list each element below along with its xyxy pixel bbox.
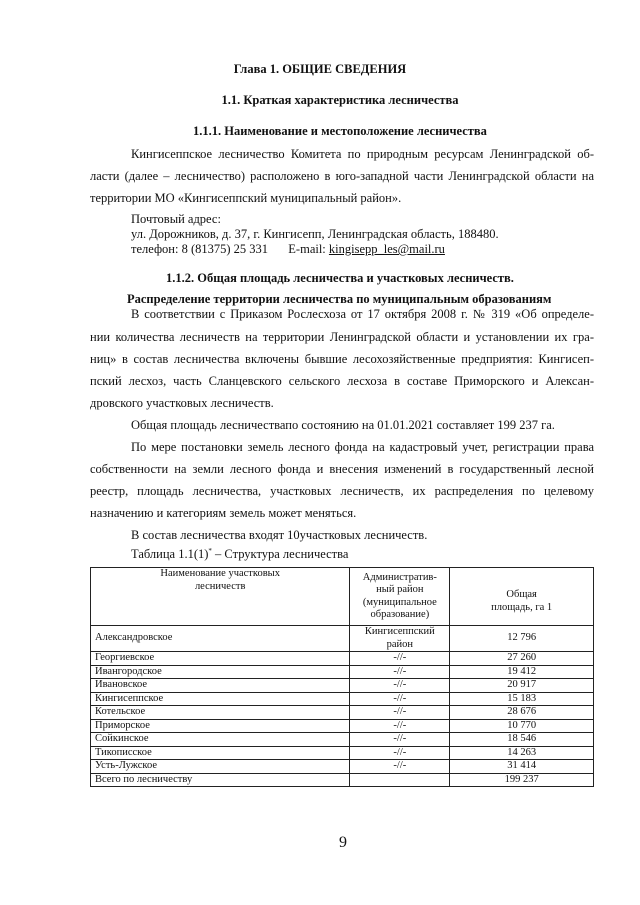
row-name: Приморское [91,719,350,733]
table-caption-rest: – Структура лесничества [211,547,349,562]
para1-line-2: нии количества лесничеств на территории Ленинградской области и установлении их гра- [90,330,594,344]
para3-line-1: По мере постановки земель лесного фонда на кадастровый учет, регистрации права [131,440,594,454]
para3-line-4: назначению и категориям земель может меняться. [90,506,357,520]
table-row [91,692,594,706]
table-row [91,706,594,720]
table-row [91,626,594,652]
row-area: 27 260 [450,652,594,666]
table-row [91,652,594,666]
row-name: Георгиевское [91,652,350,666]
para1-line-4: пский лесхоз, часть Сланцевского сельского лесхоза в составе Приморского и Алексан- [90,374,594,388]
row-name: Тикописское [91,746,350,760]
row-district: -//- [350,719,450,733]
phone: телефон: 8 (81375) 25 331 [131,242,269,256]
row-name: Кингисеппское [91,692,350,706]
subsection-1-line-2: ласти (далее – лесничество) расположено в юго-западной части Ленинградской области на [90,169,594,183]
header-area: Общая площадь, га 1 [450,568,594,626]
row-district: -//- [350,706,450,720]
row-district: -//- [350,652,450,666]
postal-label: Почтовый адрес: [131,212,221,226]
table-row [91,746,594,760]
structure-table [90,567,594,787]
postal-address: ул. Дорожников, д. 37, г. Кингисепп, Ленинградская область, 188480. [131,227,499,241]
table-caption-label: Таблица 1.1(1) [131,547,209,562]
subsection-1-line-3: территории МО «Кингисеппский муниципальный район». [90,191,402,205]
row-district: -//- [350,746,450,760]
page-number: 9 [339,834,347,851]
para3-line-2: собственности на земли лесного фонда и внесения изменений в государственный лесной [90,462,594,476]
row-name: Сойкинское [91,733,350,747]
row-area: 31 414 [450,760,594,774]
row-district: -//- [350,733,450,747]
para1-line-3: ниц» в состав лесничества включены бывшие лесохозяйственные предприятия: Кингисеп- [90,352,594,366]
header-name: Наименование участковых лесничеств [91,568,350,626]
table-total-row [91,773,594,787]
row-area: 12 796 [450,626,594,652]
email-label: E-mail: [288,242,326,256]
subsection-2-title: 1.1.2. Общая площадь лесничества и участковых лесничеств. [166,271,514,285]
total-name: Всего по лесничеству [91,773,350,787]
row-district: -//- [350,665,450,679]
para1-line-5: дровского участковых лесничеств. [90,396,274,410]
para2: Общая площадь лесничествапо состоянию на 01.01.2021 составляет 199 237 га. [131,418,555,432]
table-row [91,733,594,747]
row-area: 28 676 [450,706,594,720]
row-area: 20 917 [450,679,594,693]
row-name: Котельское [91,706,350,720]
table-caption [131,547,348,562]
table-caption-mark: * [208,547,212,555]
row-name: Александровское [91,626,350,652]
chapter-title: Глава 1. ОБЩИЕ СВЕДЕНИЯ [233,62,407,76]
table-header-row [91,568,594,626]
table-row [91,760,594,774]
table-row [91,665,594,679]
para1-line-1: В соответствии с Приказом Рослесхоза от 17 октября 2008 г. № 319 «Об определе- [131,307,594,321]
row-name: Ивангородское [91,665,350,679]
row-area: 15 183 [450,692,594,706]
row-area: 18 546 [450,733,594,747]
para4: В состав лесничества входят 10участковых лесничеств. [131,528,428,542]
row-district: -//- [350,692,450,706]
contact-line [131,242,445,257]
row-name: Ивановское [91,679,350,693]
email-link[interactable]: kingisepp_les@mail.ru [328,242,445,256]
row-area: 14 263 [450,746,594,760]
row-area: 10 770 [450,719,594,733]
subsection-1-title: 1.1.1. Наименование и местоположение лесничества [193,124,487,138]
row-district: -//- [350,679,450,693]
row-area: 19 412 [450,665,594,679]
row-district: -//- [350,760,450,774]
total-district [350,773,450,787]
row-name: Усть-Лужское [91,760,350,774]
table-row [91,679,594,693]
subsection-2-subtitle: Распределение территории лесничества по муниципальным образованиям [127,292,552,306]
para3-line-3: реестр, площадь лесничества, участковых лесничеств, их распределения по целевому [90,484,594,498]
table-row [91,719,594,733]
section-title: 1.1. Краткая характеристика лесничества [221,93,459,107]
row-district: Кингисеппский район [350,626,450,652]
subsection-1-line-1: Кингисеппское лесничество Комитета по природным ресурсам Ленинградской об- [131,147,594,161]
header-district: Административ- ный район (муниципальное образование) [350,568,450,626]
total-area: 199 237 [450,773,594,787]
